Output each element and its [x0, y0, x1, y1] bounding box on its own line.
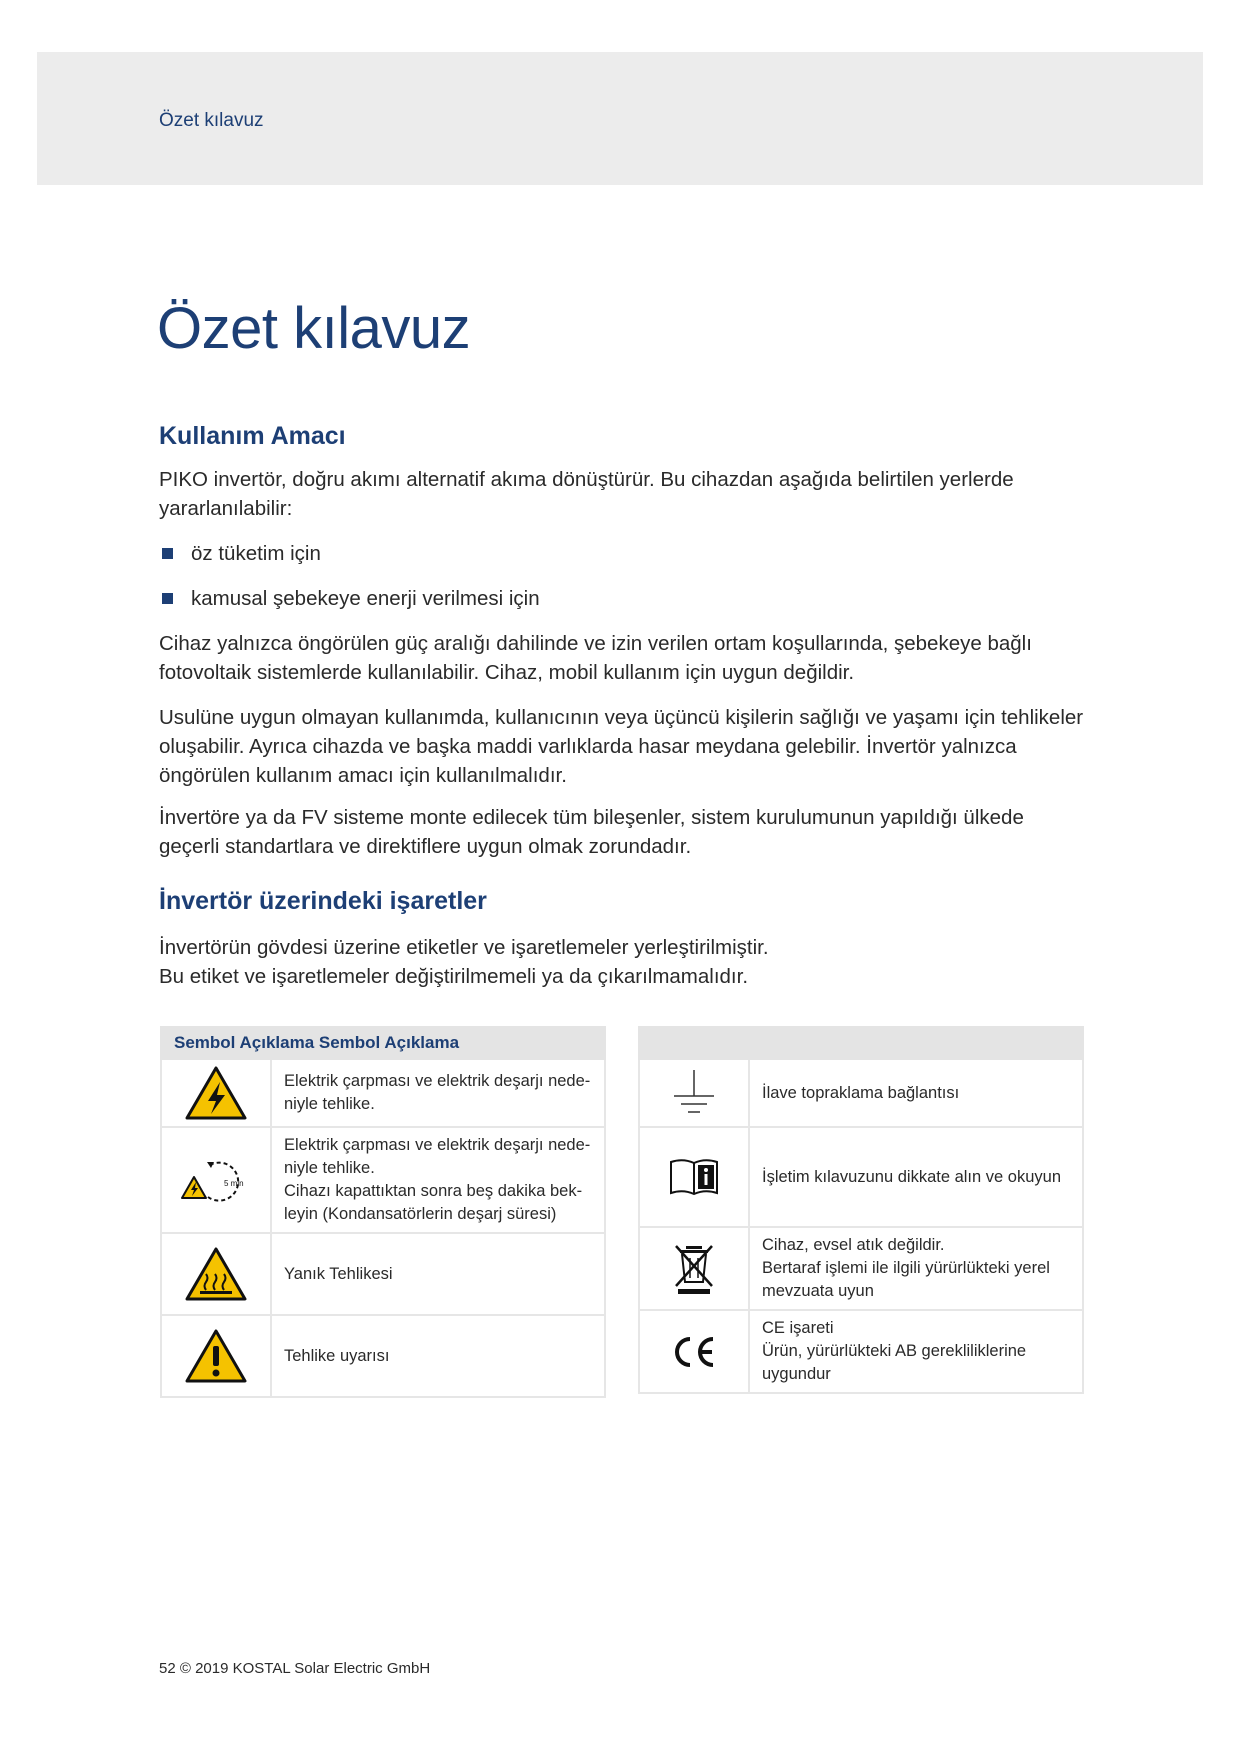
description-line: Tehlike uyarısı	[284, 1346, 390, 1365]
description-line: niyle tehlike.	[284, 1095, 375, 1113]
table-header: Sembol Açıklama Sembol Açıklama	[161, 1027, 605, 1059]
list-item	[159, 539, 1089, 568]
paragraph-misuse: Usulüne uygun olmayan kullanımda, kullanıcının veya üçüncü kişilerin sağlığı ve yaşamı için tehlikeler oluşabilir. Ayrıca cihazda ve başka maddi varlıklarda hasar meydana gelebilir. İnvertör yalnızca öngörülen kullanım amacı için kullanılmalıdır.	[159, 706, 1084, 787]
description-line: Cihazı kapattıktan sonra beş dakika bek-	[284, 1182, 583, 1200]
intro-paragraph: PIKO invertör, doğru akımı alternatif akıma dönüştürür. Bu cihazdan aşağıda belirtilen yerlerde yararlanılabilir:	[159, 468, 1014, 520]
section-heading-markings: İnvertör üzerindeki işaretler	[159, 887, 487, 915]
list-item-text: kamusal şebekeye enerji verilmesi için	[191, 587, 540, 610]
ce-mark-icon	[669, 1334, 719, 1370]
main-content	[159, 420, 1089, 991]
description-line: uygundur	[762, 1365, 831, 1383]
description-line: Bertaraf işlemi ile ilgili yürürlükteki yerel	[762, 1259, 1050, 1277]
description-line: Elektrik çarpması ve elektrik deşarjı nede-	[284, 1072, 591, 1090]
description-line: niyle tehlike.	[284, 1159, 375, 1177]
table-header-row	[639, 1027, 1083, 1059]
table-header-empty	[639, 1027, 1083, 1059]
page-title: Özet kılavuz	[157, 296, 471, 361]
description-line: mevzuata uyun	[762, 1282, 874, 1300]
description-line: CE işareti	[762, 1319, 834, 1337]
description-line: Elektrik çarpması ve elektrik deşarjı nede-	[284, 1136, 591, 1154]
high-voltage-warning-icon	[184, 1065, 248, 1121]
description-line: İşletim kılavuzunu dikkate alın ve okuyun	[762, 1167, 1061, 1186]
description-line: İlave topraklama bağlantısı	[762, 1083, 960, 1102]
paragraph-components: İnvertöre ya da FV sisteme monte edilecek tüm bileşenler, sistem kurulumunun yapıldığı ülkede geçerli standartlara ve direktiflere uygun olmak zorundadır.	[159, 806, 1024, 858]
table-row	[161, 1127, 605, 1233]
table-row	[639, 1059, 1083, 1127]
bullet-square-icon	[162, 548, 173, 559]
table-row	[639, 1227, 1083, 1310]
description-line: Cihaz, evsel atık değildir.	[762, 1236, 945, 1254]
symbol-table-left	[160, 1026, 606, 1398]
read-manual-icon	[668, 1157, 720, 1197]
symbol-table-right	[638, 1026, 1084, 1394]
weee-bin-icon	[672, 1242, 716, 1296]
page-footer: 52 © 2019 KOSTAL Solar Electric GmbH	[159, 1660, 431, 1677]
description-line: Ürün, yürürlükteki AB gerekliliklerine	[762, 1342, 1027, 1360]
paragraph-conditions: Cihaz yalnızca öngörülen güç aralığı dahilinde ve izin verilen ortam koşullarında, şebekeye bağlı fotovoltaik sistemlerde kullanılabilir. Cihaz, mobil kullanım için uygun değildir.	[159, 632, 1032, 684]
icon-5min-label: 5 min	[224, 1179, 244, 1188]
list-item	[159, 584, 1089, 613]
usage-list	[159, 539, 1089, 613]
table-row	[639, 1127, 1083, 1227]
hot-surface-warning-icon	[184, 1246, 248, 1302]
markings-line-2: Bu etiket ve işaretlemeler değiştirilmemeli ya da çıkarılmamalıdır.	[159, 965, 749, 988]
table-row	[161, 1315, 605, 1397]
general-warning-icon	[184, 1328, 248, 1384]
table-header-row	[161, 1027, 605, 1059]
table-row	[161, 1233, 605, 1315]
running-header-title: Özet kılavuz	[159, 110, 264, 131]
list-item-text: öz tüketim için	[191, 542, 321, 565]
markings-line-1: İnvertörün gövdesi üzerine etiketler ve işaretlemeler yerleştirilmiştir.	[159, 936, 769, 959]
capacitor-discharge-5min-icon	[180, 1153, 252, 1207]
table-row	[161, 1059, 605, 1127]
bullet-square-icon	[162, 593, 173, 604]
table-row	[639, 1310, 1083, 1393]
ground-icon	[669, 1068, 719, 1118]
section-heading-usage: Kullanım Amacı	[159, 422, 346, 450]
description-line: Yanık Tehlikesi	[284, 1264, 393, 1283]
description-line: leyin (Kondansatörlerin deşarj süresi)	[284, 1205, 557, 1223]
